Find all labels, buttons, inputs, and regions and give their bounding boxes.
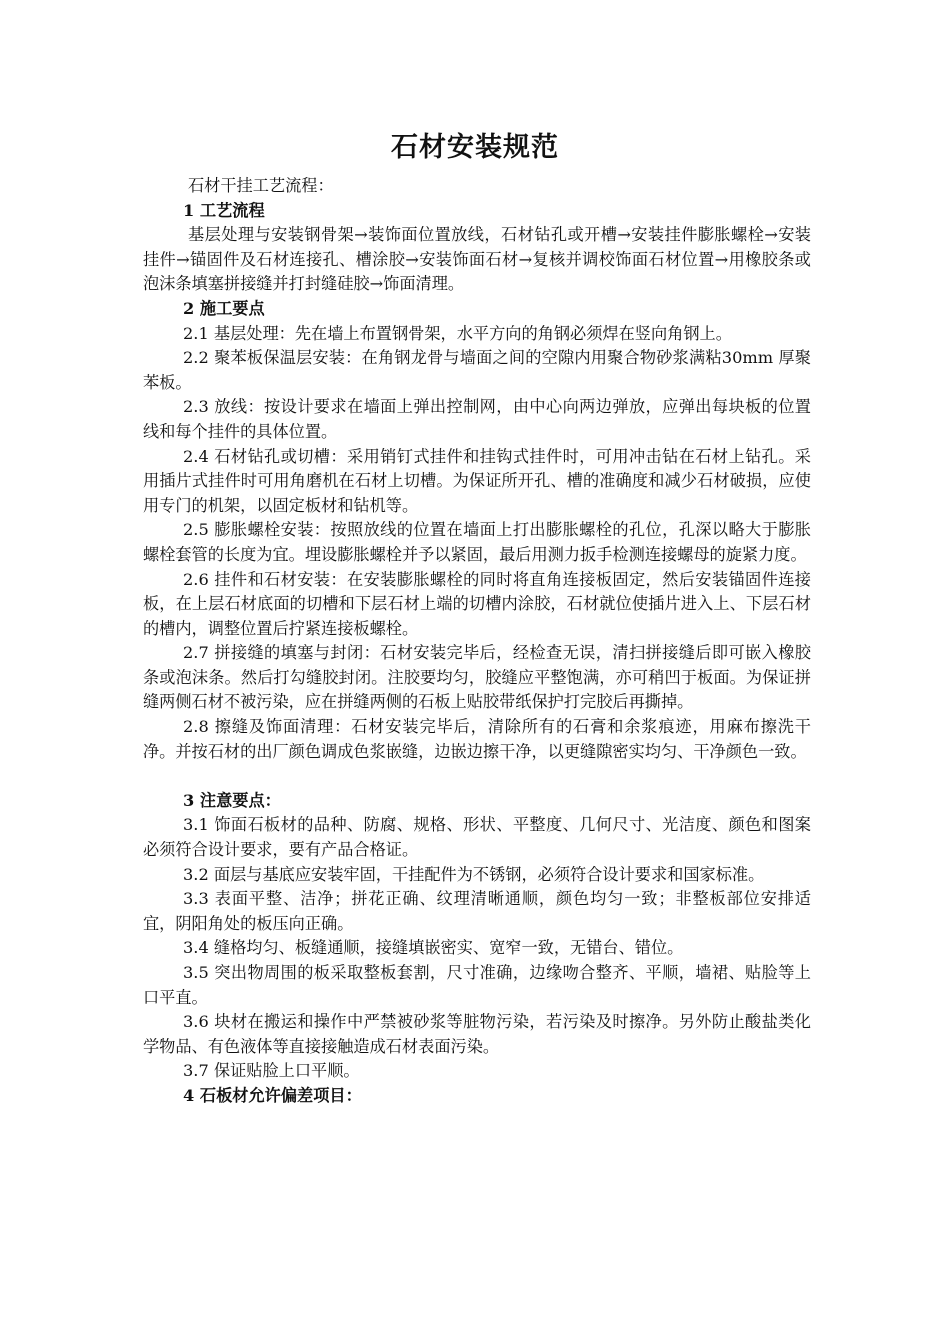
section-1-paragraph: 基层处理与安装钢骨架→装饰面位置放线，石材钻孔或开槽→安装挂件膨胀螺栓→安装挂件→锚固件及石材连接孔、槽涂胶→安装饰面石材→复核并调校饰面石材位置→用橡胶条或泡沫条填塞拼接缝并打封缝硅胶→饰面清理。 (143, 225, 811, 294)
blank-line (143, 764, 811, 789)
page-title: 石材安装规范 (391, 132, 559, 163)
section-3-item: 3.2 面层与基底应安装牢固，干挂配件为不锈钢，必须符合设计要求和国家标准。 (183, 864, 765, 884)
section-3-item: 3.4 缝格均匀、板缝通顺，接缝填嵌密实、宽窄一致，无错台、错位。 (183, 938, 684, 958)
section-2-item: 2.1 基层处理：先在墙上布置钢骨架，水平方向的角钢必须焊在竖向角钢上。 (183, 323, 732, 343)
document-body (143, 174, 811, 1109)
section-3-item: 3.6 块材在搬运和操作中严禁被砂浆等脏物污染，若污染及时擦净。另外防止酸盐类化学物品、有色液体等直接接触造成石材表面污染。 (143, 1012, 811, 1056)
section-2-item: 2.2 聚苯板保温层安装：在角钢龙骨与墙面之间的空隙内用聚合物砂浆满粘30mm 厚聚苯板。 (143, 348, 811, 392)
section-2-item: 2.6 挂件和石材安装：在安装膨胀螺栓的同时将直角连接板固定，然后安装锚固件连接板，在上层石材底面的切槽和下层石材上端的切槽内涂胶，石材就位使插片进入上、下层石材的槽内，调整位置后拧紧连接板螺栓。 (143, 569, 811, 638)
section-3-item: 3.5 突出物周围的板采取整板套割，尺寸准确，边缘吻合整齐、平顺，墙裙、贴脸等上口平直。 (143, 963, 811, 1007)
section-2-item: 2.8 擦缝及饰面清理：石材安装完毕后，清除所有的石膏和余浆痕迹，用麻布擦洗干净。并按石材的出厂颜色调成色浆嵌缝，边嵌边擦干净，以更缝隙密实均匀、干净颜色一致。 (143, 717, 811, 761)
section-2-item: 2.3 放线：按设计要求在墙面上弹出控制网，由中心向两边弹放，应弹出每块板的位置线和每个挂件的具体位置。 (143, 397, 811, 441)
section-3-item: 3.1 饰面石板材的品种、防腐、规格、形状、平整度、几何尺寸、光洁度、颜色和图案必须符合设计要求，要有产品合格证。 (143, 815, 811, 860)
section-1-heading: 1 工艺流程 (183, 200, 265, 220)
intro-line: 石材干挂工艺流程： (188, 176, 334, 195)
section-2-item: 2.5 膨胀螺栓安装：按照放线的位置在墙面上打出膨胀螺栓的孔位，孔深以略大于膨胀螺栓套管的长度为宜。埋设膨胀螺栓并予以紧固，最后用测力扳手检测连接螺母的旋紧力度。 (143, 520, 811, 564)
section-2-heading: 2 施工要点 (183, 298, 265, 318)
section-4-heading: 4 石板材允许偏差项目： (183, 1085, 362, 1105)
section-2-item: 2.7 拼接缝的填塞与封闭：石材安装完毕后，经检查无误，清扫拼接缝后即可嵌入橡胶条或泡沫条。然后打勾缝胶封闭。注胶要均匀，胶缝应平整饱满，亦可稍凹于板面。为保证拼缝两侧石材不被污染，应在拼缝两侧的石板上贴胶带纸保护打完胶后再撕掉。 (143, 643, 811, 712)
section-3-item: 3.3 表面平整、洁净；拼花正确、纹理清晰通顺，颜色均匀一致；非整板部位安排适宜，阴阳角处的板压向正确。 (143, 889, 811, 933)
section-2-item: 2.4 石材钻孔或切槽：采用销钉式挂件和挂钩式挂件时，可用冲击钻在石材上钻孔。采用插片式挂件时可用角磨机在石材上切槽。为保证所开孔、槽的准确度和减少石材破损，应使用专门的机架，以固定板材和钻机等。 (143, 446, 811, 515)
section-3-item: 3.7 保证贴脸上口平顺。 (183, 1061, 360, 1081)
section-3-heading: 3 注意要点： (183, 790, 281, 810)
